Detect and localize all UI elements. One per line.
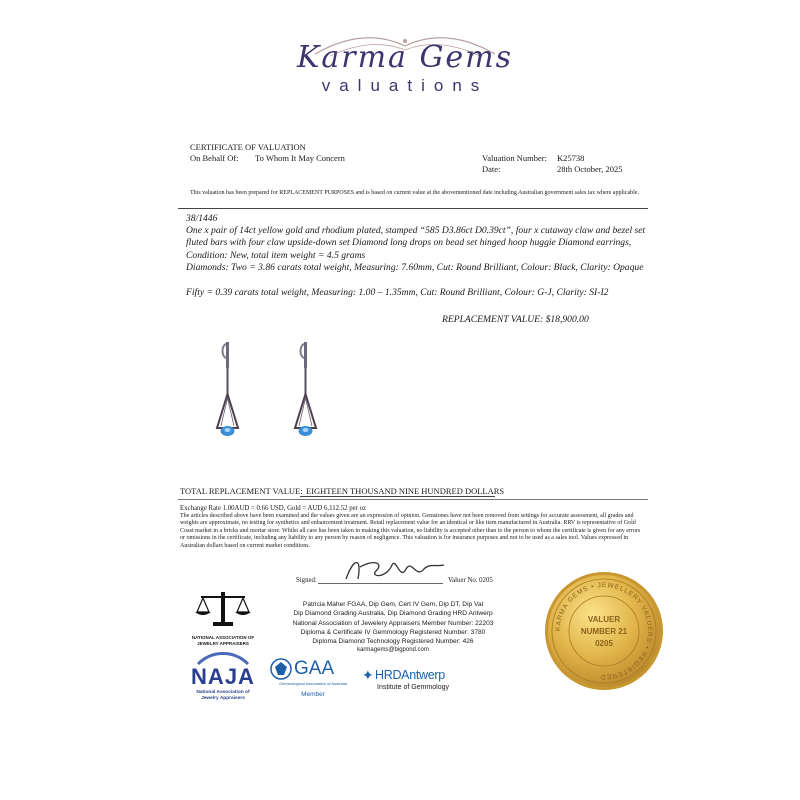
gaa-logo (268, 656, 358, 704)
logo-subtitle: valuations (321, 76, 489, 95)
seal-center-line-3: 0205 (595, 639, 613, 648)
hrd-star-icon: ✦ (362, 667, 374, 683)
date-label: Date: (482, 164, 501, 174)
gaa-member: Member (301, 691, 325, 698)
earring-right (295, 342, 316, 436)
date-value: 28th October, 2025 (557, 164, 623, 174)
hrd-wordmark: HRDAntwerp (375, 668, 445, 682)
item-reference: 38/1446 (186, 213, 218, 224)
seal-center-line-2: NUMBER 21 (580, 627, 628, 636)
seal-ring-text: KARMA GEMS • JEWELLERY VALUERS • REGISTERED (554, 581, 654, 681)
scales-icon (183, 588, 263, 630)
disclaimer: The articles described above have been examined and the values given are an expression of opinion. Gemstones have not been removed from settings for accurate assessment, all grades and weights are approximate, no testing for synthetics and enhancement treatment. Retail replacement value for an identical or like item manufactured in Australia. RRV is representative of Gold Coast market in a bricks and mortar store. Whilst all care has been taken in making this valuation, no liability is accepted other than to the person to whom the certificate is given for any errors or omissions in the certificate, including any liability to any person by reason of negligence. This valuation is for insurance purposes and not to be used as a sales tool. Values expressed in Australian dollars based on current market conditions. (180, 513, 641, 549)
gaa-gem-icon (270, 658, 292, 680)
credential-line: Diploma & Certificate IV Gemmology Registered Number: 3780 (300, 628, 486, 636)
hrd-subtitle: Institute of Gemmology (377, 684, 449, 691)
credential-line: National Association of Jewelery Appraisers Member Number: 22203 (292, 619, 494, 627)
total-value: EIGHTEEN THOUSAND NINE HUNDRED DOLLARS (306, 486, 505, 496)
gaa-subtitle: Gemmological Association of Australia (279, 681, 347, 686)
signature-image (340, 555, 450, 585)
contact-email: karmagems@bigpond.com (357, 647, 429, 654)
total-label: TOTAL REPLACEMENT VALUE: (180, 486, 303, 496)
hrd-antwerp-logo (362, 668, 472, 698)
seal-center-line-1: VALUER (587, 615, 621, 624)
header-divider (178, 208, 648, 209)
total-divider (178, 499, 648, 500)
signed-label: Signed: (296, 577, 317, 584)
total-underline (300, 496, 495, 497)
valuation-number-label: Valuation Number: (482, 153, 547, 163)
naja-subtitle: National Association of Jewelry Appraisers (196, 690, 250, 701)
valuer-credentials (268, 600, 518, 656)
behalf-value: To Whom It May Concern (255, 153, 345, 163)
gold-seal (543, 570, 665, 692)
exchange-rate: Exchange Rate 1.00AUD = 0.66 USD, Gold = AUD 6,112.52 per oz (180, 505, 366, 512)
naja-wordmark: NAJA (191, 664, 255, 689)
diamonds-secondary: Fifty = 0.39 carats total weight, Measuring: 1.00 – 1.35mm, Cut: Round Brilliant, Colour: G-J, Clarity: SI-I2 (186, 287, 609, 298)
credential-line: Dip Diamond Grading Australia, Dip Diamond Grading HRD Antwerp (293, 610, 493, 618)
item-description: One x pair of 14ct yellow gold and rhodium plated, stamped “585 D3.86ct D0.39ct”, four x cutaway claw and bezel set fluted bars with four claw upside-down set Diamond long drops on bead set hinged hoop huggie Diamond earrings, Condition: New, total item weight = 4.5 grams (186, 225, 646, 261)
gaa-wordmark: GAA (294, 658, 335, 679)
logo-brand: Karma Gems (296, 40, 514, 75)
behalf-label: On Behalf Of: (190, 153, 239, 163)
earrings-photo (205, 336, 345, 446)
naja-scales-badge (183, 588, 263, 648)
diamonds-primary: Diamonds: Two = 3.86 carats total weight, Measuring: 7.60mm, Cut: Round Brilliant, Colour: Black, Clarity: Opaque (186, 262, 644, 273)
karma-gems-logo (280, 32, 530, 110)
replacement-value: REPLACEMENT VALUE: $18,900.00 (442, 314, 589, 325)
naja-logo (184, 652, 262, 704)
credential-line: Diploma Diamond Technology Registered Number: 426 (312, 638, 474, 646)
purpose-note: This valuation has been prepared for REPLACEMENT PURPOSES and is based on current value at the abovementioned date including Australian government sales tax where applicable. (190, 190, 639, 196)
valuation-number: K25738 (557, 153, 585, 163)
document-title: CERTIFICATE OF VALUATION (190, 142, 306, 152)
valuer-number-label: Valuer No. 0205 (448, 577, 493, 584)
earring-left (217, 342, 238, 436)
naja-association-name: NATIONAL ASSOCIATION OF JEWELRY APPRAISERS (191, 635, 255, 646)
credential-line: Patricia Maher FGAA, Dip Gem, Cert IV Gem, Dip DT, Dip Val (302, 601, 484, 608)
